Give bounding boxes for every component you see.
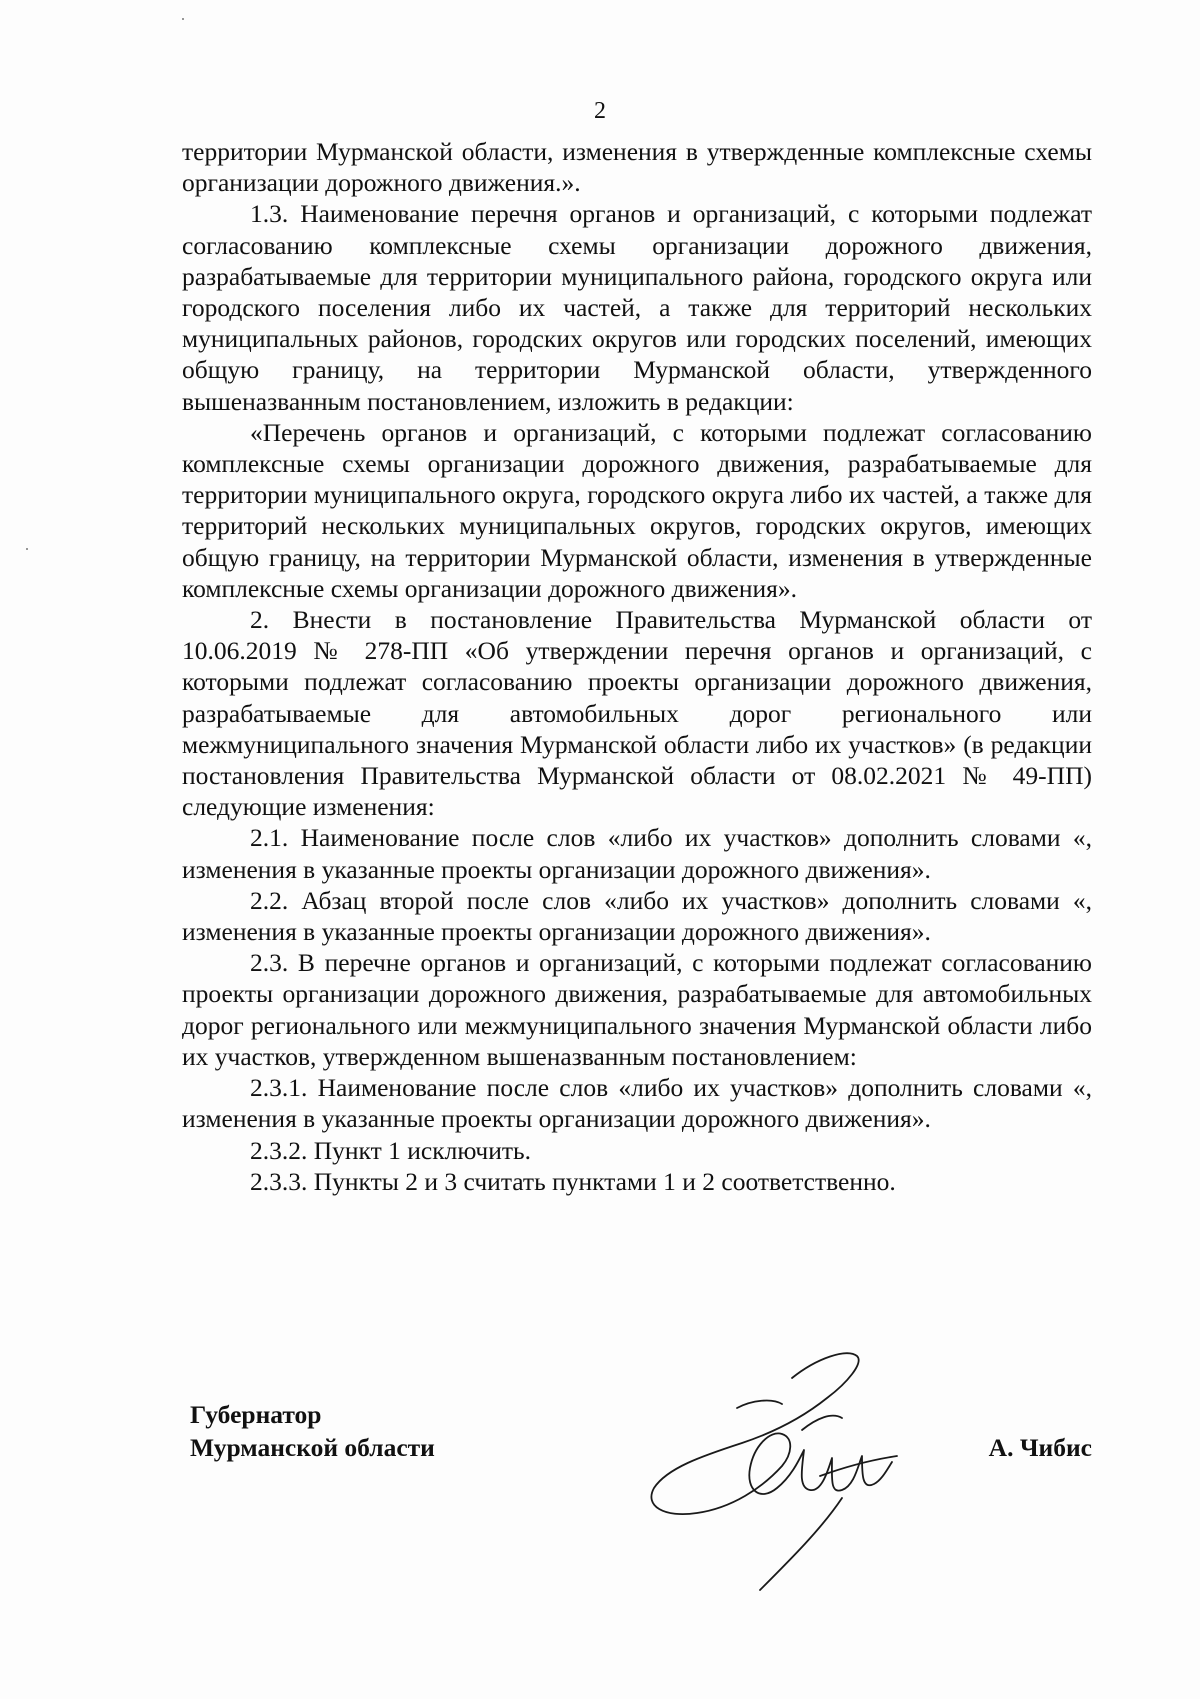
paragraph-2-3-2: 2.3.2. Пункт 1 исключить. [250, 1135, 532, 1165]
signatory-position [190, 1398, 435, 1464]
page-number: 2 [594, 98, 606, 124]
paragraph-quoted-list-title: «Перечень органов и организаций, с которыми подлежат согласованию комплексные схемы организации дорожного движения, разрабатываемые для территории муниципального округа, городского округа либо их частей, а также для территорий нескольких муниципальных округов, городских округов, имеющих общую границу, на территории Мурманской области, изменения в утвержденные комплексные схемы организации дорожного движения». [182, 417, 1092, 603]
paragraph-2-3-1: 2.3.1. Наименование после слов «либо их участков» дополнить словами «, изменения в указанные проекты организации дорожного движения». [182, 1073, 1092, 1134]
paragraph-2: 2. Внести в постановление Правительства Мурманской области от 10.06.2019 № 278-ПП «Об утверждении перечня органов и организаций, с которыми подлежат согласованию проекты организации дорожного движения, разрабатываемые для автомобильных дорог регионального или межмуниципального значения Мурманской области либо их участков» (в редакции постановления Правительства Мурманской области от 08.02.2021 № 49-ПП) следующие изменения: [182, 605, 1092, 822]
document-body [182, 136, 1092, 1197]
signatory-position-line1: Губернатор [190, 1400, 322, 1429]
paragraph-2-3-3: 2.3.3. Пункты 2 и 3 считать пунктами 1 и 2 соответственно. [250, 1166, 896, 1196]
signatory-name: А. Чибис [988, 1433, 1092, 1462]
scan-speck [182, 18, 184, 20]
handwritten-signature-icon [642, 1338, 922, 1598]
paragraph-continuation: территории Мурманской области, изменения в утвержденные комплексные схемы организации дорожного движения.». [182, 137, 1092, 198]
paragraph-1-3: 1.3. Наименование перечня органов и организаций, с которыми подлежат согласованию комплексные схемы организации дорожного движения, разрабатываемые для территории муниципального района, городского округа или городского поселения либо их частей, а также для территорий нескольких муниципальных районов, городских округов или городских поселений, имеющих общую границу, на территории Мурманской области, утвержденного вышеназванным постановлением, изложить в редакции: [182, 199, 1092, 416]
signatory-position-line2: Мурманской области [190, 1433, 435, 1462]
scan-speck [26, 548, 28, 550]
paragraph-2-1: 2.1. Наименование после слов «либо их участков» дополнить словами «, изменения в указанные проекты организации дорожного движения». [182, 823, 1092, 884]
signature-block [182, 1398, 1092, 1598]
paragraph-2-2: 2.2. Абзац второй после слов «либо их участков» дополнить словами «, изменения в указанные проекты организации дорожного движения». [182, 885, 1092, 947]
paragraph-2-3: 2.3. В перечне органов и организаций, с которыми подлежат согласованию проекты организации дорожного движения, разрабатываемые для автомобильных дорог регионального или межмуниципального значения Мурманской области либо их участков, утвержденном вышеназванным постановлением: [182, 948, 1092, 1071]
